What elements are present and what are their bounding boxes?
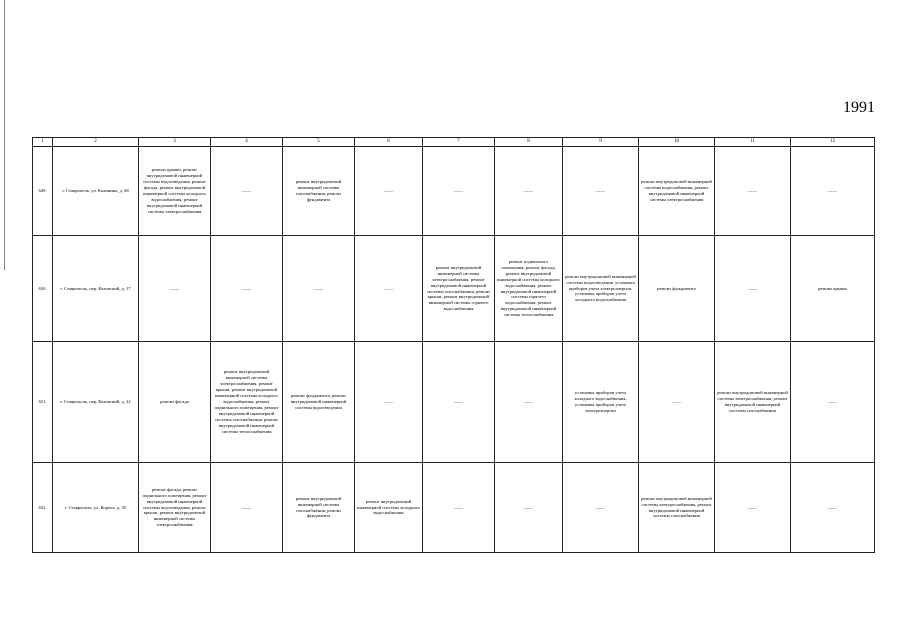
table-cell: —— [715, 463, 791, 553]
table-cell: —— [355, 342, 423, 463]
row-number: 651. [33, 342, 53, 463]
column-header: 1 [33, 138, 53, 147]
table-cell: ремонт внутридомовой инженерной системы водоотведения, установка приборов учета электроэнергии, установка приборов учета холодного водоснабжения [563, 236, 639, 342]
row-address: г. Ставрополь, пер. Каховский, д. 22 [53, 342, 139, 463]
row-number: 650. [33, 236, 53, 342]
table-cell: —— [563, 147, 639, 236]
table-cell: —— [139, 236, 211, 342]
table-cell: ремонт подвального помещения, ремонт фасада, ремонт внутридомовой инженерной системы холодного водоснабжения, ремонт внутридомовой инженерной системы горячего водоснабжения, ремонт внутридомовой инженерной системы теплоснабжения [495, 236, 563, 342]
page-number: 1991 [843, 99, 875, 116]
table-cell: —— [639, 342, 715, 463]
column-header: 12 [791, 138, 875, 147]
column-header: 6 [355, 138, 423, 147]
table-cell: —— [495, 147, 563, 236]
table-cell: —— [423, 147, 495, 236]
table-cell: —— [715, 147, 791, 236]
row-number: 649. [33, 147, 53, 236]
column-header: 10 [639, 138, 715, 147]
column-header: 11 [715, 138, 791, 147]
table-cell: ремонт фундамента, ремонт внутридомовой инженерной системы водоотведения [283, 342, 355, 463]
table-cell: —— [355, 236, 423, 342]
table-cell: —— [211, 147, 283, 236]
table-cell: —— [423, 342, 495, 463]
table-cell: —— [211, 236, 283, 342]
column-header: 3 [139, 138, 211, 147]
table-cell: ремонт внутридомовой инженерной системы газоснабжения, ремонт фундамента [283, 463, 355, 553]
row-number: 652. [33, 463, 53, 553]
row-address: г. Ставрополь, пер. Каховский, д. 17 [53, 236, 139, 342]
column-header: 7 [423, 138, 495, 147]
table-cell: —— [715, 236, 791, 342]
table-cell: ремонт внутридомовой инженерной системы электроснабжения, ремонт крыши, ремонт внутридомовой инженерной системы холодного водоснабжения, ремонт подвального помещения, ремонт внутридомовой инженерной системы газоснабжения, ремонт внутридомовой инженерной системы теплоснабжения [211, 342, 283, 463]
column-header: 2 [53, 138, 139, 147]
column-header: 4 [211, 138, 283, 147]
table-cell: ремонт фасада, ремонт подвального помещения, ремонт внутридомовой инженерной системы водоотведения, ремонт крыши, ремонт внутридомовой инженерной системы электроснабжения [139, 463, 211, 553]
column-header: 8 [495, 138, 563, 147]
table-row [33, 236, 875, 342]
table-cell: —— [495, 463, 563, 553]
table-cell: ремонт внутридомовой инженерной системы водоснабжения, ремонт внутридомовой инженерной системы электроснабжения [639, 147, 715, 236]
table-cell: —— [563, 463, 639, 553]
table-cell: —— [791, 147, 875, 236]
table-cell: ремонт крыши, ремонт внутридомовой инженерной системы водоотведения, ремонт фасада, ремонт внутридомовой инженерной системы холодного водоснабжения, ремонт внутридомовой инженерной системы электроснабжения [139, 147, 211, 236]
table-cell: —— [495, 342, 563, 463]
table-cell: —— [791, 342, 875, 463]
table-row [33, 342, 875, 463]
column-header: 5 [283, 138, 355, 147]
row-address: г. Ставрополь, ул. Король, д. 35 [53, 463, 139, 553]
column-number-row [33, 138, 875, 147]
table-cell: —— [791, 463, 875, 553]
column-header: 9 [563, 138, 639, 147]
table-row [33, 463, 875, 553]
table-cell: ремонт крыши [791, 236, 875, 342]
table-row [33, 147, 875, 236]
table-cell: —— [355, 147, 423, 236]
table-cell: ремонт внутридомовой инженерной системы электроснабжения, ремонт внутридомовой инженерной системы газоснабжения [639, 463, 715, 553]
table-cell: ремонт внутридомовой инженерной системы холодного водоснабжения [355, 463, 423, 553]
table-cell: ремонт внутридомовой инженерной системы электроснабжения, ремонт внутридомовой инженерной системы газоснабжения [715, 342, 791, 463]
row-address: г. Ставрополь, ул. Калинина, д. 68 [53, 147, 139, 236]
table-cell: ремонт фасада [139, 342, 211, 463]
repair-schedule-table [32, 137, 875, 553]
table-cell: —— [283, 236, 355, 342]
table-cell: —— [423, 463, 495, 553]
table-cell: ремонт внутридомовой инженерной системы газоснабжения, ремонт фундамента [283, 147, 355, 236]
margin-line [4, 0, 5, 270]
table-cell: ремонт внутридомовой инженерной системы электроснабжения, ремонт внутридомовой инженерной системы газоснабжения, ремонт крыши, ремонт внутридомовой инженерной системы горячего водоснабжения [423, 236, 495, 342]
table-cell: —— [211, 463, 283, 553]
table-cell: установка приборов учета холодного водоснабжения, установка приборов учета электроэнергии [563, 342, 639, 463]
table-cell: ремонт фундамента [639, 236, 715, 342]
